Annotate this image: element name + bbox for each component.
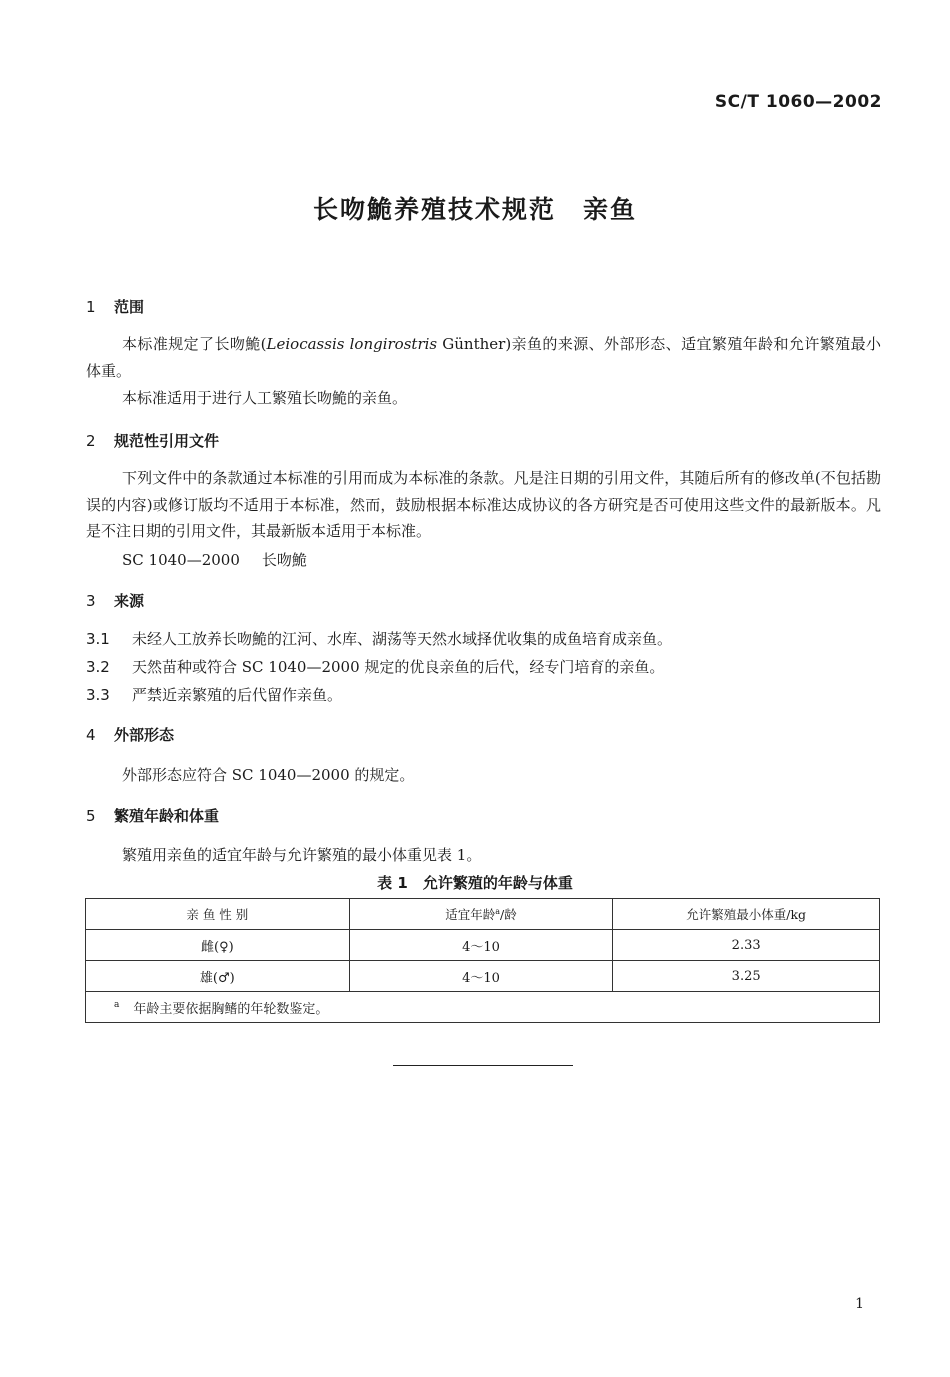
table-caption: 表 1 允许繁殖的年龄与体重 [377, 874, 573, 892]
page-number: 1 [855, 1296, 864, 1312]
table-cell: 3.25 [613, 961, 880, 992]
section-number: 4 [86, 726, 96, 744]
section-5-paragraph: 繁殖用亲鱼的适宜年龄与允许繁殖的最小体重见表 1。 [122, 846, 482, 864]
footnote-text: 年龄主要依据胸鳍的年轮数鉴定。 [133, 1001, 329, 1017]
clause-number: 3.1 [86, 630, 110, 648]
table-header-row [86, 899, 880, 930]
section-number: 3 [86, 592, 96, 610]
section-title: 来源 [114, 592, 145, 610]
table-cell: 4～10 [349, 961, 613, 992]
section-number: 1 [86, 298, 96, 316]
table-cell: 雌(♀) [86, 930, 350, 961]
age-weight-table [85, 898, 880, 1023]
table-footnote [86, 992, 880, 1023]
table-row [86, 930, 880, 961]
clause-3-2 [86, 656, 664, 677]
header-cell [349, 899, 613, 930]
clause-text: 未经人工放养长吻鮠的江河、水库、湖荡等天然水域择优收集的成鱼培育成亲鱼。 [132, 630, 673, 648]
section-title: 范围 [114, 298, 145, 316]
section-5-heading [86, 805, 219, 826]
normative-reference [122, 549, 307, 570]
clause-number: 3.3 [86, 686, 110, 704]
section-1-heading [86, 296, 144, 317]
section-2-paragraph-1: 下列文件中的条款通过本标准的引用而成为本标准的条款。凡是注日期的引用文件，其随后所有的修改单(不包括勘误的内容)或修订版均不适用于本标准，然而，鼓励根据本标准达成协议的各方研究是否可使用这些文件的最新版本。凡是不注日期的引用文件，其最新版本适用于本标准。 [86, 469, 881, 540]
document-title: 长吻鮠养殖技术规范 亲鱼 [312, 195, 637, 224]
reference-title: 长吻鮠 [261, 551, 307, 569]
paragraph-text: Günther)亲鱼的来源、外部形态、适宜繁殖年龄和允许繁殖最小体重。 [86, 335, 881, 380]
section-1-paragraph-2: 本标准适用于进行人工繁殖长吻鮠的亲鱼。 [122, 389, 408, 407]
table-cell: 雄(♂) [86, 961, 350, 992]
table-cell: 4～10 [349, 930, 613, 961]
clause-3-1 [86, 628, 672, 649]
footnote-mark: a [114, 1000, 120, 1011]
section-number: 5 [86, 807, 96, 825]
clause-text: 天然苗种或符合 SC 1040—2000 规定的优良亲鱼的后代，经专门培育的亲鱼。 [132, 658, 665, 676]
clause-text: 严禁近亲繁殖的后代留作亲鱼。 [132, 686, 343, 704]
section-title: 规范性引用文件 [114, 432, 220, 450]
section-title: 外部形态 [114, 726, 175, 744]
header-text: 适宜年龄 [445, 907, 496, 922]
header-text: /龄 [500, 907, 517, 922]
section-4-paragraph: 外部形态应符合 SC 1040—2000 的规定。 [122, 766, 415, 784]
section-number: 2 [86, 432, 96, 450]
header-cell: 亲 鱼 性 别 [86, 899, 350, 930]
standard-number: SC/T 1060—2002 [714, 92, 882, 112]
section-title: 繁殖年龄和体重 [114, 807, 220, 825]
table-cell: 2.33 [613, 930, 880, 961]
end-of-text-rule [393, 1065, 573, 1066]
header-cell: 允许繁殖最小体重/kg [613, 899, 880, 930]
latin-name: Leiocassis longirostris [266, 335, 438, 353]
section-3-heading [86, 590, 144, 611]
section-2-heading [86, 430, 219, 451]
section-1-paragraph-1 [86, 331, 881, 384]
section-4-heading [86, 724, 174, 745]
paragraph-text: 本标准规定了长吻鮠( [122, 335, 267, 353]
footnote-mark: a [495, 906, 501, 916]
clause-number: 3.2 [86, 658, 110, 676]
table-footnote-row [86, 992, 880, 1023]
reference-code: SC 1040—2000 [122, 551, 240, 569]
table-row [86, 961, 880, 992]
clause-3-3 [86, 684, 342, 705]
